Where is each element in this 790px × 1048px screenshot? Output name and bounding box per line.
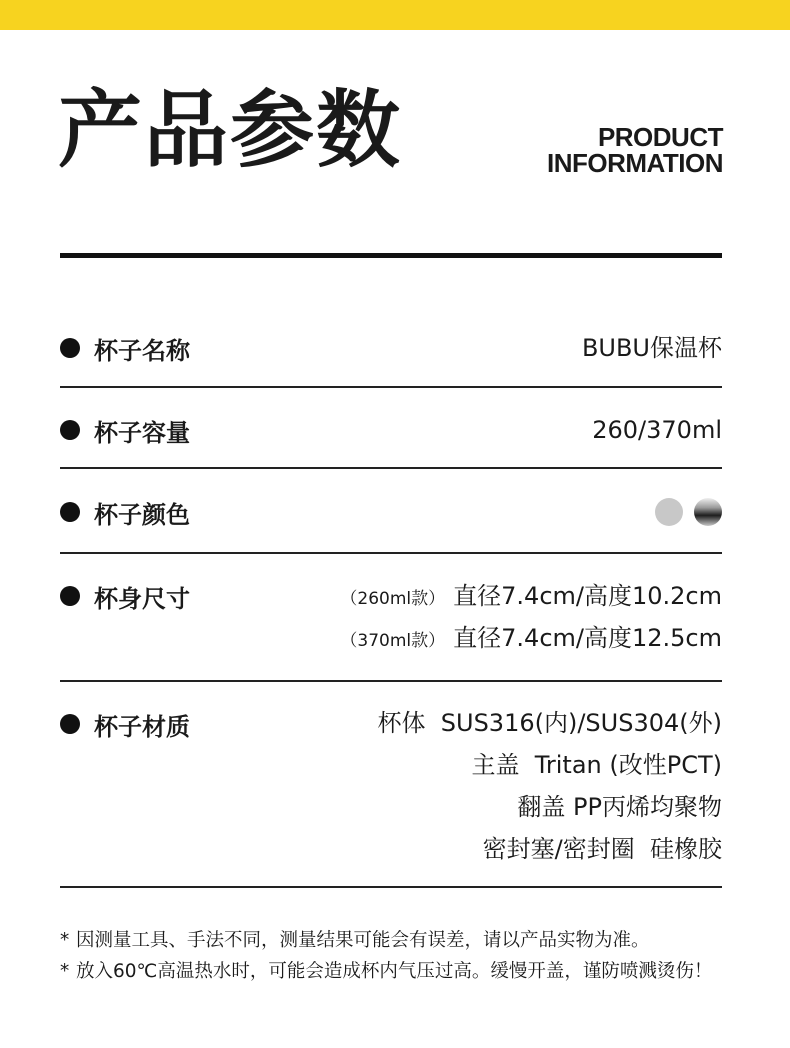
- material-line: 杯体 SUS316(内)/SUS304(外): [377, 709, 722, 737]
- size-text: 直径7.4cm/高度10.2cm: [453, 582, 722, 610]
- spec-label-text: 杯子名称: [94, 336, 190, 365]
- spec-label-text: 杯子容量: [94, 418, 190, 447]
- disclaimer-notes: [60, 925, 740, 987]
- color-swatch-silver: [655, 498, 683, 526]
- spec-label-size: [60, 576, 190, 616]
- note-star: *: [60, 961, 70, 982]
- top-accent-bar: [0, 0, 790, 30]
- size-note: （260ml款）: [340, 589, 446, 609]
- subtitle-line-2: INFORMATION: [547, 148, 723, 178]
- bullet-icon: [60, 714, 80, 734]
- page-title: 产品参数: [58, 81, 403, 179]
- spec-label-text: 杯身尺寸: [94, 584, 190, 613]
- row-divider: [60, 680, 722, 682]
- row-divider: [60, 886, 722, 888]
- note-text: 因测量工具、手法不同，测量结果可能会有误差，请以产品实物为准。: [76, 930, 650, 951]
- size-text: 直径7.4cm/高度12.5cm: [453, 624, 722, 652]
- spec-value-capacity: 260/370ml: [592, 416, 722, 444]
- spec-label-color: [60, 492, 190, 532]
- page-subtitle-en: [547, 124, 723, 176]
- spec-row-color: [60, 492, 722, 532]
- material-line: 翻盖 PP丙烯均聚物: [517, 793, 722, 821]
- color-swatch-gradient: [694, 498, 722, 526]
- material-line: 密封塞/密封圈 硅橡胶: [482, 835, 722, 863]
- spec-row-material: [60, 702, 722, 870]
- row-divider: [60, 467, 722, 469]
- row-divider: [60, 386, 722, 388]
- subtitle-line-1: PRODUCT: [597, 122, 723, 152]
- spec-value-size: [340, 575, 722, 659]
- spec-label-text: 杯子材质: [94, 712, 190, 741]
- bullet-icon: [60, 586, 80, 606]
- spec-value-material: [378, 702, 722, 870]
- size-line: [340, 617, 722, 659]
- spec-row-capacity: [60, 410, 722, 450]
- note-item: [60, 925, 740, 956]
- title-divider: [60, 253, 722, 258]
- spec-label-text: 杯子颜色: [94, 500, 190, 529]
- note-star: *: [60, 930, 70, 951]
- spec-label-name: [60, 328, 190, 368]
- material-line: 主盖 Tritan (改性PCT): [471, 751, 722, 779]
- note-text: 放入60℃高温热水时，可能会造成杯内气压过高。缓慢开盖，谨防喷溅烫伤！: [76, 961, 713, 982]
- bullet-icon: [60, 420, 80, 440]
- spec-label-material: [60, 704, 190, 744]
- bullet-icon: [60, 502, 80, 522]
- spec-label-capacity: [60, 410, 190, 450]
- size-line: [340, 575, 722, 617]
- spec-value-name: BUBU保温杯: [581, 334, 722, 362]
- row-divider: [60, 552, 722, 554]
- note-item: [60, 956, 740, 987]
- color-swatches: [655, 498, 722, 526]
- size-note: （370ml款）: [340, 631, 446, 651]
- spec-row-name: [60, 328, 722, 368]
- spec-row-size: [60, 575, 722, 659]
- bullet-icon: [60, 338, 80, 358]
